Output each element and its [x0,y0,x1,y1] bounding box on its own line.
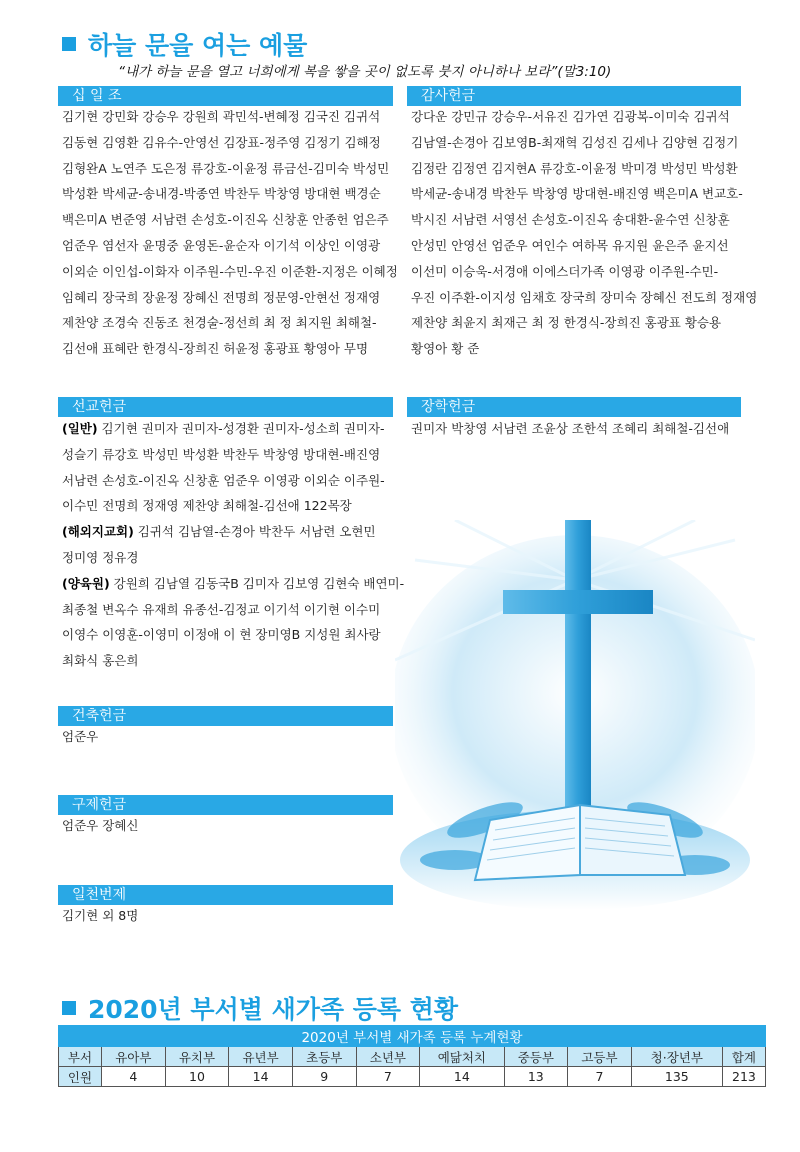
list-line: 김형완A 노연주 도은정 류강호-이윤정 류금선-김미숙 박성민 [62,160,390,176]
building-heading: 건축헌금 [58,706,393,726]
relief-heading: 구제헌금 [58,795,393,815]
list-line: 김기현 강민화 강승우 강원희 곽민석-변혜정 김국진 김귀석 [62,109,381,124]
mission-heading: 선교헌금 [58,397,393,417]
group-text: 최화식 홍은희 [62,653,139,669]
table-header-cell: 소년부 [356,1047,420,1067]
list-line [62,648,404,674]
table-cell: 7 [356,1067,420,1087]
list-line [62,416,404,442]
tithe-heading: 십 일 조 [58,86,393,106]
list-line: 김정란 김정연 김지현A 류강호-이윤정 박미경 박성민 박성환 [411,160,738,176]
new-family-table [58,1025,766,1087]
scholarship-list: 권미자 박창영 서남련 조윤상 조한석 조혜리 최해철-김선애 [411,421,730,436]
table-cell: 213 [722,1067,765,1087]
table-header-cell: 유아부 [102,1047,166,1067]
table-cell: 9 [292,1067,356,1087]
list-line: 박세균-송내경 박찬두 박창영 방대현-배진영 백은미A 변교호- [411,186,743,202]
list-line: 이선미 이승욱-서경애 이에스더가족 이영광 이주원-수민- [411,263,719,279]
mission-list [62,416,404,674]
list-line [62,519,404,545]
table-cell: 7 [568,1067,632,1087]
list-line: 김선애 표혜란 한경식-장희진 허윤정 홍광표 황영아 무명 [62,341,369,357]
group-text: 김귀석 김남열-손경아 박찬두 서남련 오현민 [133,524,376,540]
thanks-heading: 감사헌금 [407,86,741,106]
list-line [62,545,404,571]
group-label: (일반) [62,421,98,436]
table-header-cell: 유치부 [165,1047,229,1067]
list-line [62,571,404,597]
list-line [62,597,404,623]
scholarship-heading: 장학헌금 [407,397,741,417]
cross-bible-illustration [395,520,755,915]
section-title-new-family: 2020년 부서별 새가족 등록 현황 [62,990,458,1026]
square-bullet-icon [62,1001,76,1015]
group-text: 서남련 손성호-이진옥 신창훈 엄준우 이영광 이외순 이주원- [62,472,385,488]
onethousand-list: 김기현 외 8명 [62,908,139,923]
table-header-cell: 예닮처치 [420,1047,504,1067]
table-header-cell: 청·장년부 [631,1047,722,1067]
list-line: 박성환 박세균-송내경-박종연 박찬두 박창영 방대현 백경순 [62,186,381,202]
list-line: 우진 이주환-이지성 임채호 장국희 장미숙 장혜신 전도희 정재영 [411,289,758,305]
table-header-cell: 합계 [722,1047,765,1067]
list-line: 백은미A 변준영 서남련 손성호-이진옥 신창훈 안종헌 엄은주 [62,212,389,228]
group-text: 이수민 전명희 정재영 제찬양 최해철-김선애 122목장 [62,498,352,514]
list-line: 강다운 강민규 강승우-서유진 김가연 김광복-이미숙 김귀석 [411,109,730,124]
list-line [62,493,404,519]
list-line [62,468,404,494]
group-label: (해외지교회) [62,524,134,540]
table-header-cell: 초등부 [292,1047,356,1067]
list-line [62,622,404,648]
group-text: 성슬기 류강호 박성민 박성환 박찬두 박창영 방대현-배진영 [62,446,381,462]
table-cell: 13 [504,1067,568,1087]
onethousand-heading: 일천번제 [58,885,393,905]
thanks-list [411,104,757,362]
list-line: 박시진 서남련 서영선 손성호-이진옥 송대환-윤수연 신창훈 [411,212,730,228]
list-line [62,442,404,468]
group-text: 김기현 권미자 권미자-성경환 권미자-성소희 권미자- [97,421,385,436]
table-cell: 4 [102,1067,166,1087]
list-line: 김동현 김영환 김유수-안영선 김장표-정주영 김정기 김해정 [62,134,381,150]
list-line: 김남열-손경아 김보영B-최재혁 김성진 김세나 김양현 김정기 [411,134,739,150]
table-header-cell: 중등부 [504,1047,568,1067]
square-bullet-icon [62,37,76,51]
tithe-list [62,104,398,362]
table-row [59,1067,766,1087]
bible-verse: “내가 하늘 문을 열고 너희에게 복을 쌓을 곳이 없도록 붓지 아니하나 보라”(말3:10) [118,64,612,80]
group-text: 이영수 이영훈-이영미 이정애 이 현 장미영B 지성원 최사랑 [62,627,381,643]
table-cell: 14 [229,1067,293,1087]
list-line: 임혜리 장국희 장윤정 장혜신 전명희 정문영-안현선 정재영 [62,289,381,305]
relief-list: 엄준우 장혜신 [62,818,139,833]
list-line: 이외순 이인섭-이화자 이주원-수민-우진 이준환-지정은 이혜정 [62,263,398,279]
table-header-cell: 고등부 [568,1047,632,1067]
table-cell: 인원 [59,1067,102,1087]
building-list: 엄준우 [62,729,99,744]
table-cell: 135 [631,1067,722,1087]
table-header-cell: 부서 [59,1047,102,1067]
group-text: 강원희 김남열 김동국B 김미자 김보영 김현숙 배연미- [109,575,405,591]
list-line: 제찬양 조경숙 진동조 천경술-정선희 최 정 최지원 최해철- [62,315,377,331]
group-text: 최종철 변옥수 유재희 유종선-김정교 이기석 이기현 이수미 [62,601,381,617]
table-header-row [59,1047,766,1067]
list-line: 안성민 안영선 엄준우 여인수 여하목 유지원 윤은주 윤지선 [411,237,729,253]
table-cell: 10 [165,1067,229,1087]
group-text: 정미영 정유경 [62,549,139,565]
list-line: 엄준우 염선자 윤명중 윤영돈-윤순자 이기석 이상인 이영광 [62,237,381,253]
list-line: 황영아 황 준 [411,341,480,357]
table-cell: 14 [420,1067,504,1087]
table-caption: 2020년 부서별 새가족 등록 누계현황 [59,1026,766,1047]
group-label: (양육원) [62,575,110,591]
list-line: 제찬양 최윤지 최재근 최 정 한경식-장희진 홍광표 황승용 [411,315,722,331]
section-title-offerings: 하늘 문을 여는 예물 [62,26,307,62]
table-header-cell: 유년부 [229,1047,293,1067]
